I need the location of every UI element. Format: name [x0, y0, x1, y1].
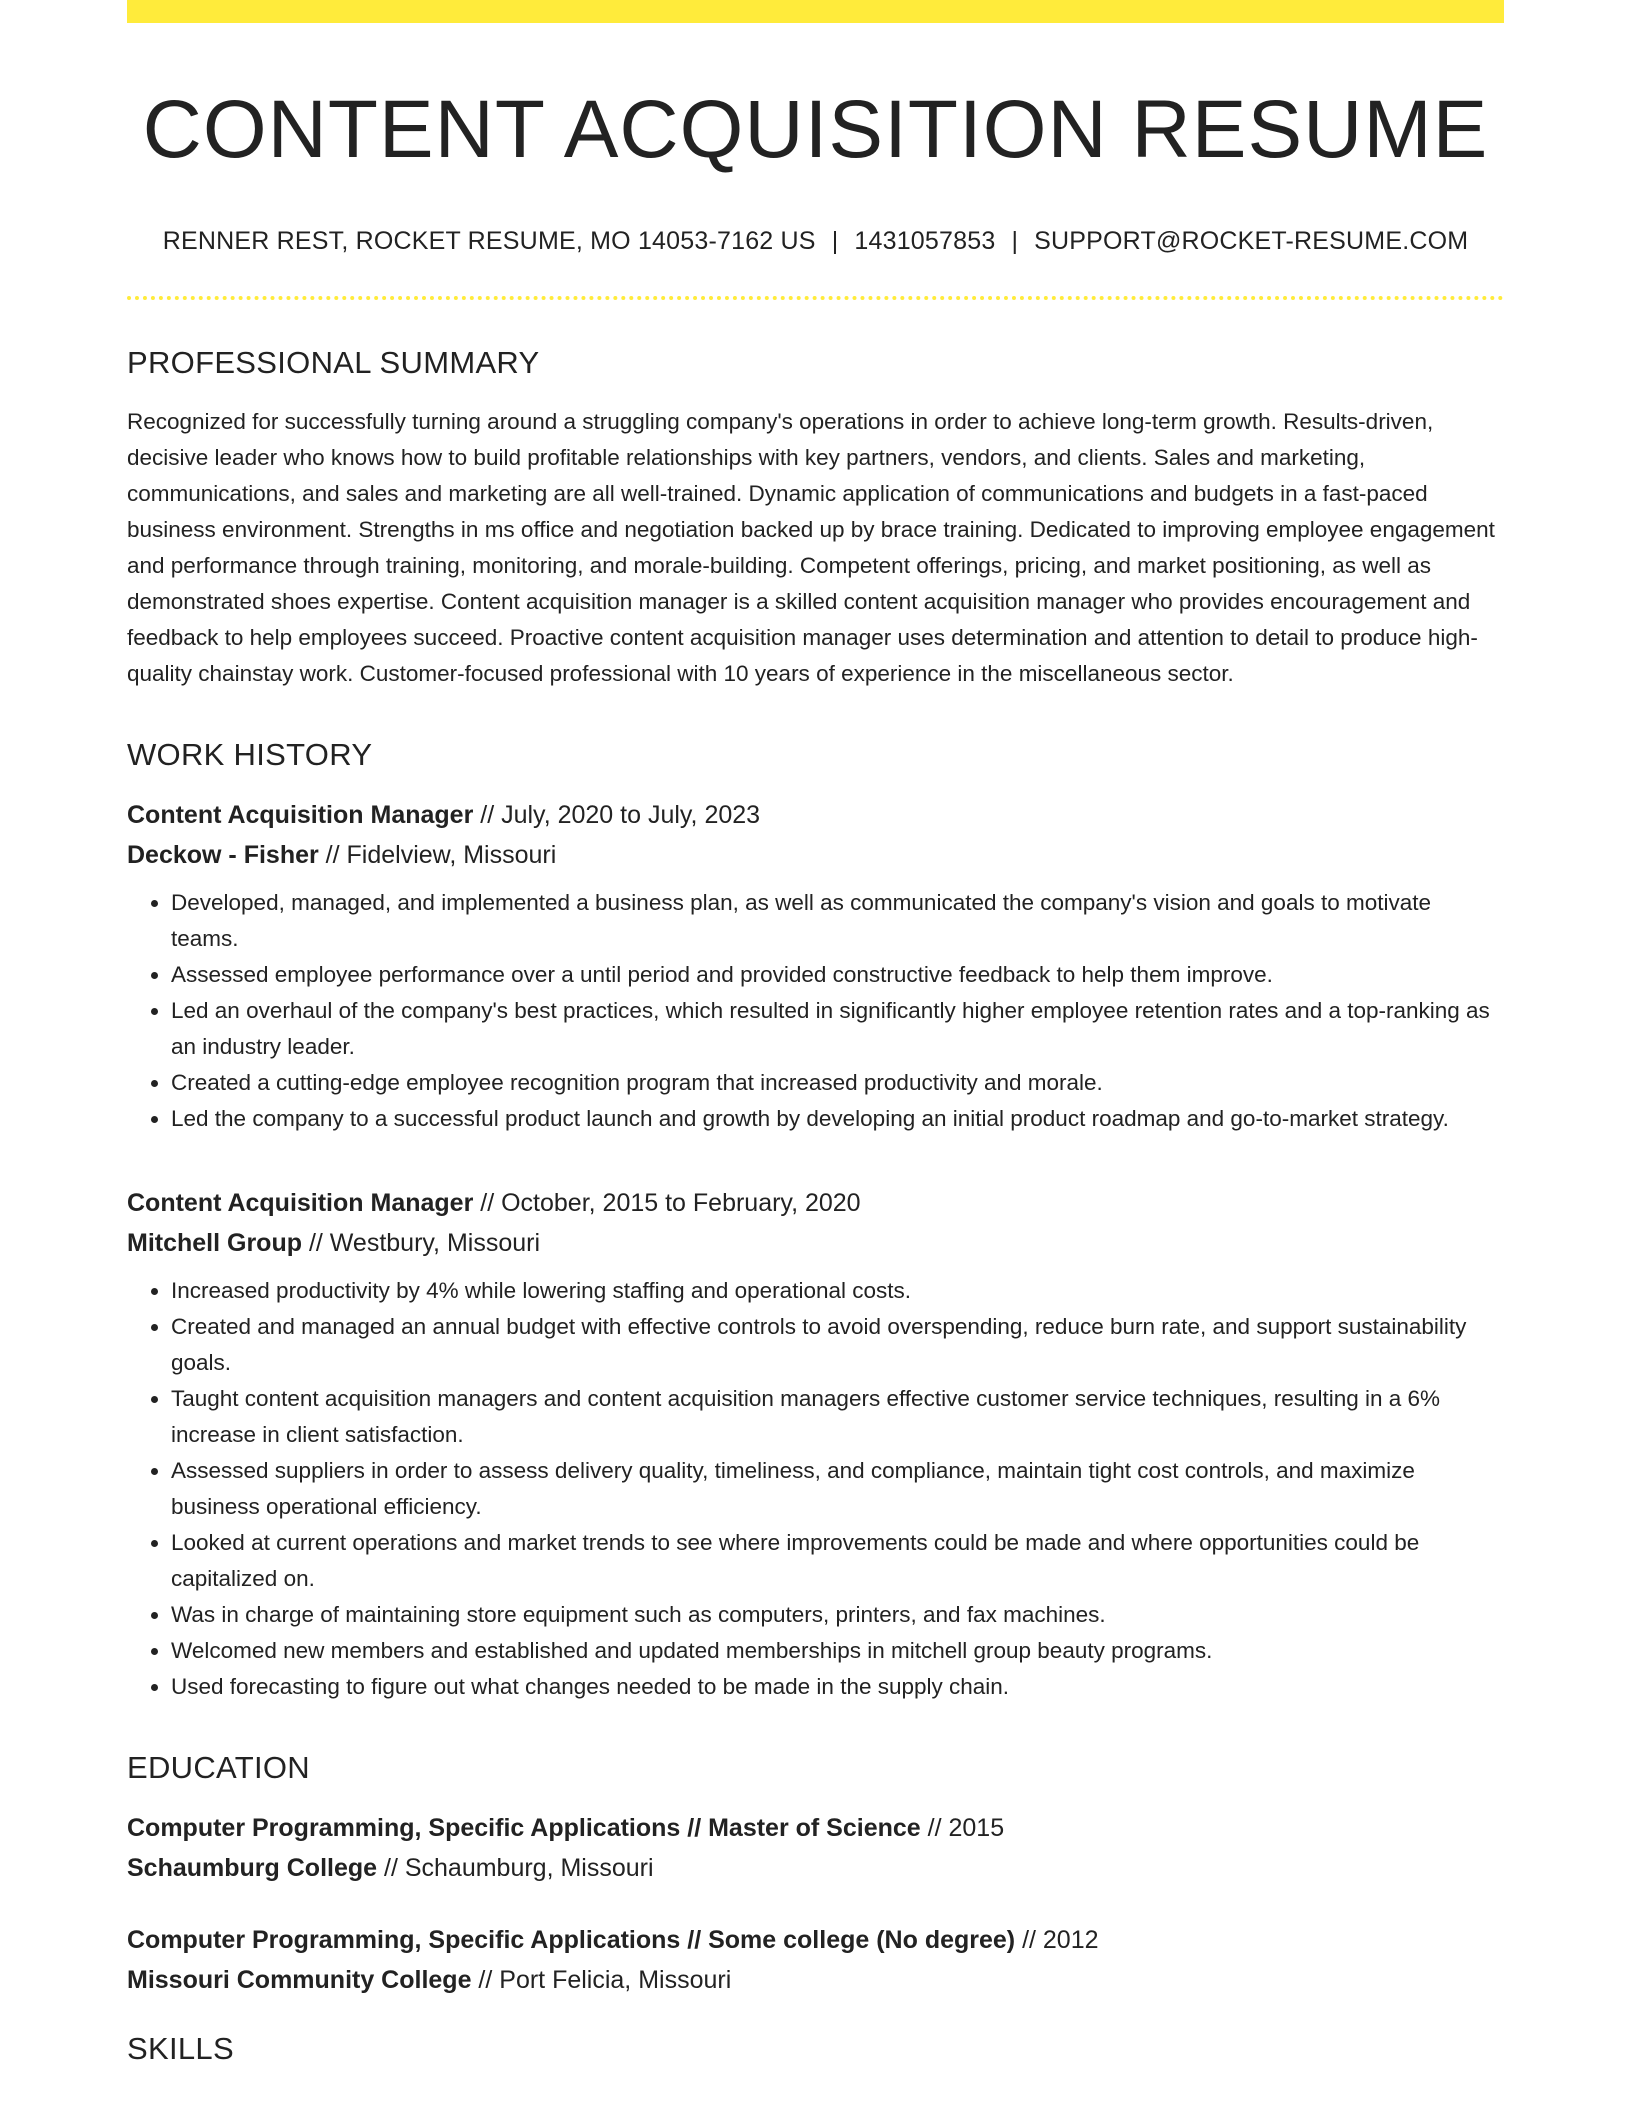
resume-page: [127, 0, 1504, 2067]
work-history-heading: WORK HISTORY: [127, 736, 373, 772]
education-degree: Computer Programming, Specific Applications // Some college (No degree): [127, 1925, 1016, 1954]
job-bullet: • Led the company to a successful product launch and growth by developing an initial product roadmap and go-to-market strategy.: [171, 1101, 1504, 1137]
contact-address: RENNER REST, ROCKET RESUME, MO 14053-7162 US: [162, 227, 816, 256]
contact-separator: |: [1011, 227, 1019, 256]
job-company-line: [127, 835, 1504, 875]
education-degree-line: [127, 1808, 1504, 1848]
job-bullet: • Was in charge of maintaining store equipment such as computers, printers, and fax machines.: [171, 1597, 1504, 1633]
job-company-line: [127, 1223, 1504, 1263]
job-bullet: • Used forecasting to figure out what changes needed to be made in the supply chain.: [171, 1669, 1504, 1705]
education-location: // Port Felicia, Missouri: [471, 1965, 732, 1994]
job-bullet: • Led an overhaul of the company's best practices, which resulted in significantly higher employee retention rates and a top-ranking as an industry leader.: [171, 993, 1504, 1065]
job-bullet: • Looked at current operations and market trends to see where improvements could be made and where opportunities could be capitalized on.: [171, 1525, 1504, 1597]
job-entry: [127, 795, 1504, 1137]
job-bullet: • Taught content acquisition managers and content acquisition managers effective customer service techniques, resulting in a 6% increase in client satisfaction.: [171, 1381, 1504, 1453]
education-school: Missouri Community College: [127, 1965, 472, 1994]
job-bullets: [127, 1273, 1504, 1705]
education-degree-line: [127, 1920, 1504, 1960]
education-entry: [127, 1808, 1504, 1888]
contact-phone: 1431057853: [854, 227, 996, 256]
job-bullet: • Created a cutting-edge employee recognition program that increased productivity and morale.: [171, 1065, 1504, 1101]
job-bullet: • Developed, managed, and implemented a business plan, as well as communicated the company's vision and goals to motivate teams.: [171, 885, 1504, 957]
education-entry: [127, 1920, 1504, 2000]
contact-line: [127, 227, 1504, 256]
job-company: Deckow - Fisher: [127, 840, 319, 869]
job-title-line: [127, 795, 1504, 835]
education-heading: EDUCATION: [127, 1749, 310, 1785]
job-bullet: • Welcomed new members and established and updated memberships in mitchell group beauty programs.: [171, 1633, 1504, 1669]
education-year: // 2012: [1015, 1925, 1099, 1954]
summary-text: Recognized for successfully turning around a struggling company's operations in order to achieve long-term growth. Results-driven, decisive leader who knows how to build profitable relationships with key partners, vendors, and clients. Sales and marketing, communications, and sales and marketing are all well-trained. Dynamic application of communications and budgets in a fast-paced business environment. Strengths in ms office and negotiation backed up by brace training. Dedicated to improving employee engagement and performance through training, monitoring, and morale-building. Competent offerings, pricing, and market positioning, as well as demonstrated shoes expertise. Content acquisition manager is a skilled content acquisition manager who provides encouragement and feedback to help employees succeed. Proactive content acquisition manager uses determination and attention to detail to produce high-quality chainstay work. Customer-focused professional with 10 years of experience in the miscellaneous sector.: [127, 408, 1495, 686]
dotted-divider: [127, 296, 1504, 300]
job-dates: // July, 2020 to July, 2023: [473, 800, 761, 829]
job-title-line: [127, 1183, 1504, 1223]
education-school-line: [127, 1960, 1504, 2000]
job-entry: [127, 1183, 1504, 1705]
education-school-line: [127, 1848, 1504, 1888]
job-title: Content Acquisition Manager: [127, 1188, 474, 1217]
job-location: // Fidelview, Missouri: [318, 840, 557, 869]
top-accent-bar: [127, 0, 1504, 23]
contact-separator: |: [831, 227, 839, 256]
job-company: Mitchell Group: [127, 1228, 302, 1257]
skills-heading: SKILLS: [127, 2030, 234, 2066]
job-dates: // October, 2015 to February, 2020: [473, 1188, 861, 1217]
education-year: // 2015: [920, 1813, 1005, 1842]
education-location: // Schaumburg, Missouri: [377, 1853, 654, 1882]
job-bullets: [127, 885, 1504, 1137]
education-school: Schaumburg College: [127, 1853, 378, 1882]
resume-title: CONTENT ACQUISITION RESUME: [142, 84, 1489, 175]
job-bullet: • Created and managed an annual budget with effective controls to avoid overspending, reduce burn rate, and support sustainability goals.: [171, 1309, 1504, 1381]
summary-heading: PROFESSIONAL SUMMARY: [127, 345, 540, 381]
job-bullet: • Assessed suppliers in order to assess delivery quality, timeliness, and compliance, maintain tight cost controls, and maximize business operational efficiency.: [171, 1453, 1504, 1525]
contact-email: SUPPORT@ROCKET-RESUME.COM: [1034, 227, 1469, 256]
job-title: Content Acquisition Manager: [127, 800, 474, 829]
education-degree: Computer Programming, Specific Applications // Master of Science: [127, 1813, 921, 1842]
job-bullet: • Assessed employee performance over a until period and provided constructive feedback to help them improve.: [171, 957, 1504, 993]
job-location: // Westbury, Missouri: [302, 1228, 541, 1257]
job-bullet: • Increased productivity by 4% while lowering staffing and operational costs.: [171, 1273, 1504, 1309]
